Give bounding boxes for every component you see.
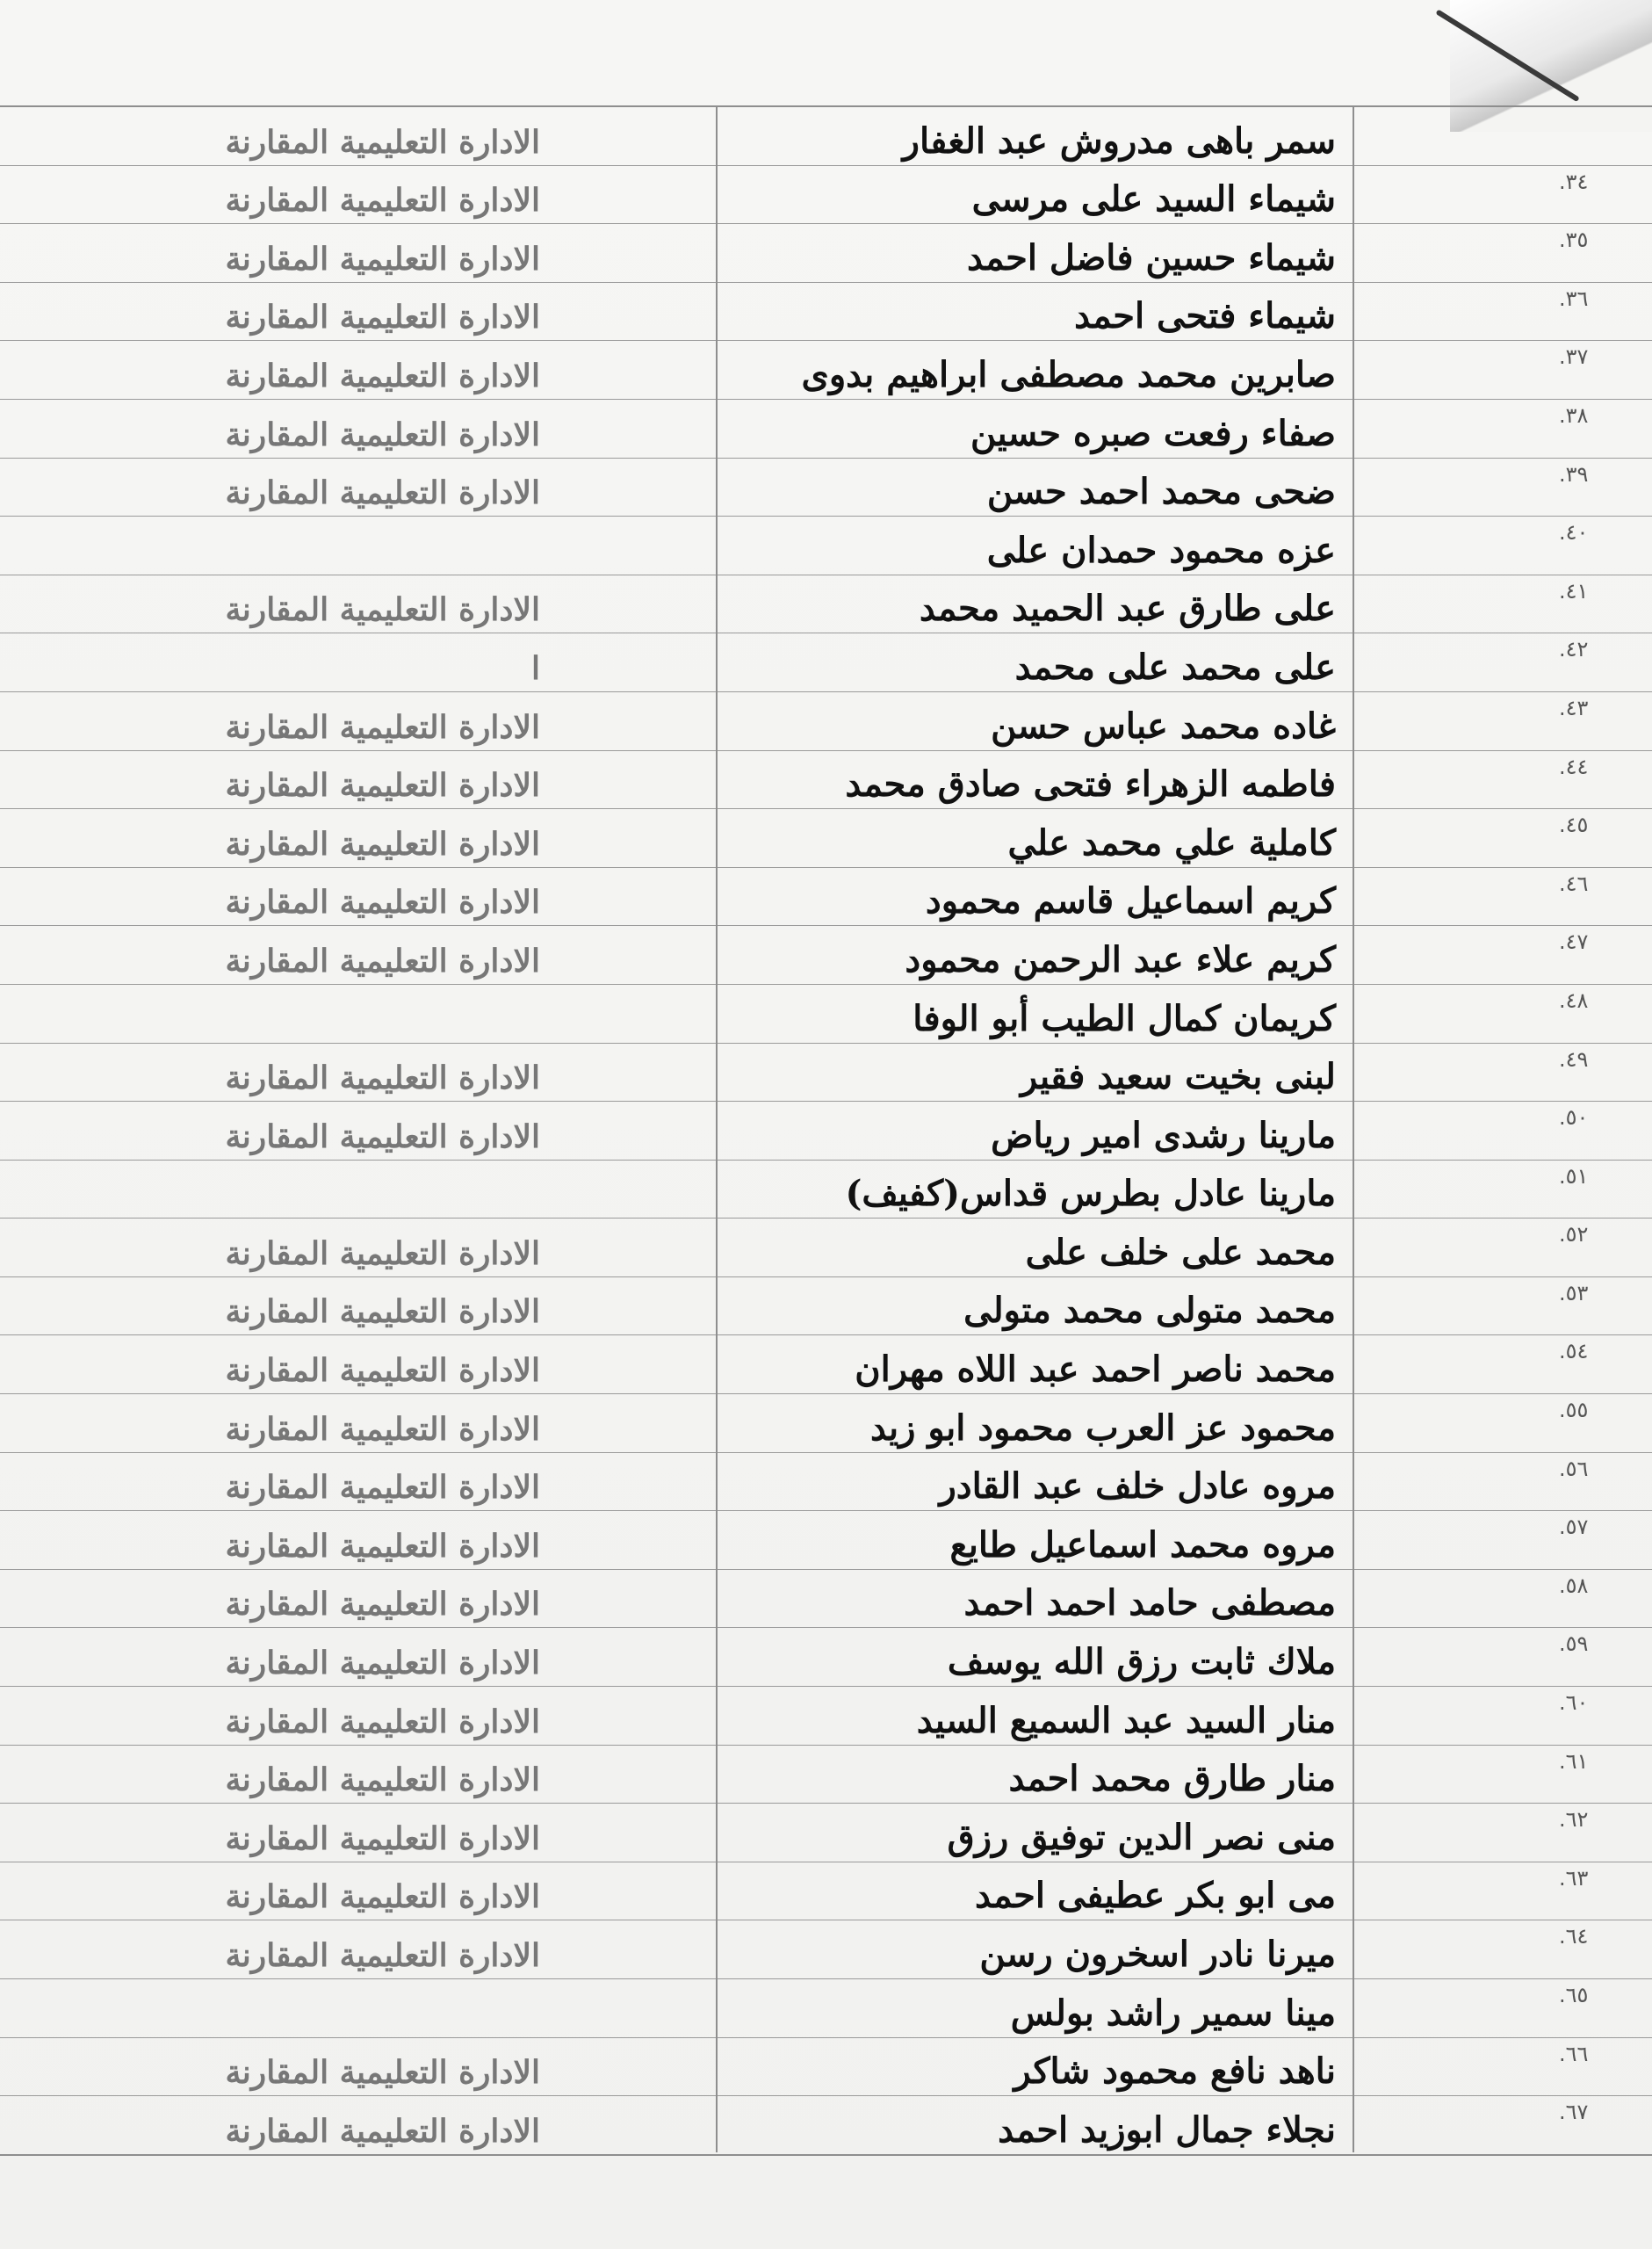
row-number: ٣٧. <box>1559 344 1589 370</box>
row-number: ٤٠. <box>1559 520 1589 546</box>
department: الادارة التعليمية المقارنة <box>225 240 540 278</box>
person-name: كريم علاء عبد الرحمن محمود <box>905 938 1336 980</box>
row-number: ٣٦. <box>1559 286 1589 311</box>
table-row <box>0 1453 1652 1512</box>
department: الادارة التعليمية المقارنة <box>225 474 540 512</box>
row-number: ٤٤. <box>1559 754 1589 779</box>
person-name: فاطمه الزهراء فتحى صادق محمد <box>845 763 1336 806</box>
person-name: على محمد على محمد <box>1014 646 1336 688</box>
row-number: ٥٩. <box>1559 1631 1589 1657</box>
person-name: كاملية علي محمد علي <box>1007 821 1336 864</box>
table-row <box>0 575 1652 634</box>
table-row <box>0 985 1652 1044</box>
table-row <box>0 1920 1652 1979</box>
department: الادارة التعليمية المقارنة <box>225 182 540 220</box>
person-name: ناهد نافع محمود شاكر <box>1014 2050 1336 2093</box>
row-number: ٤٣. <box>1559 695 1589 720</box>
row-number: ٥٣. <box>1559 1280 1589 1305</box>
table-row <box>0 1277 1652 1336</box>
row-number: ٥٦. <box>1559 1456 1589 1481</box>
table-row <box>0 224 1652 283</box>
department: الادارة التعليمية المقارنة <box>225 1761 540 1799</box>
column-divider-number <box>1353 105 1354 2152</box>
table-row <box>0 633 1652 692</box>
department: الادارة التعليمية المقارنة <box>225 1878 540 1916</box>
table-row <box>0 2038 1652 2097</box>
table-row <box>0 809 1652 868</box>
row-number: ٦٥. <box>1559 1983 1589 2007</box>
column-divider-department <box>716 105 718 2152</box>
row-number: ٣٨. <box>1559 402 1589 428</box>
department: الادارة التعليمية المقارنة <box>225 1234 540 1272</box>
table-row <box>0 166 1652 225</box>
row-number: ٥٧. <box>1559 1515 1589 1540</box>
department: الادارة التعليمية المقارنة <box>225 299 540 336</box>
table-row <box>0 692 1652 751</box>
row-number: ٣٥. <box>1559 228 1589 253</box>
table-row <box>0 517 1652 575</box>
person-name: محمود عز العرب محمود ابو زيد <box>870 1407 1336 1449</box>
department: الادارة التعليمية المقارنة <box>225 1937 540 1974</box>
person-name: منار السيد عبد السميع السيد <box>916 1699 1336 1741</box>
table-row <box>0 1746 1652 1804</box>
department: الادارة التعليمية المقارنة <box>225 884 540 922</box>
department: الادارة التعليمية المقارنة <box>225 767 540 805</box>
table-row <box>0 751 1652 810</box>
table-row <box>0 1335 1652 1394</box>
department: الادارة التعليمية المقارنة <box>225 591 540 629</box>
department: الادارة التعليمية المقارنة <box>225 1645 540 1682</box>
row-number: ٦٤. <box>1559 1924 1589 1949</box>
person-name: غاده محمد عباس حسن <box>991 705 1336 747</box>
row-number: ٦٣. <box>1559 1865 1589 1891</box>
row-number: ٣٩. <box>1559 461 1589 487</box>
table-row <box>0 341 1652 400</box>
row-number: ٤٥. <box>1559 813 1589 838</box>
row-number: ٤٨. <box>1559 987 1589 1013</box>
person-name: مى ابو بكر عطيفى احمد <box>975 1875 1336 1917</box>
table-row <box>0 926 1652 985</box>
table-row <box>0 1219 1652 1277</box>
row-number: ٤٩. <box>1559 1046 1589 1072</box>
row-number: ٦٧. <box>1559 2100 1589 2125</box>
department: الادارة التعليمية المقارنة <box>225 123 540 161</box>
person-name: كريم اسماعيل قاسم محمود <box>925 880 1336 922</box>
table-row <box>0 1511 1652 1570</box>
person-name: مارينا عادل بطرس قداس(كفيف) <box>845 1173 1336 1215</box>
person-name: محمد متولى محمد متولى <box>963 1290 1336 1332</box>
department: الادارة التعليمية المقارنة <box>225 357 540 394</box>
department: الادارة التعليمية المقارنة <box>225 2112 540 2150</box>
row-number: ٦١. <box>1559 1748 1589 1774</box>
row-number: ٤٦. <box>1559 871 1589 896</box>
table-row <box>0 1570 1652 1629</box>
table-row <box>0 2096 1652 2154</box>
department: ا <box>530 649 540 687</box>
table-row <box>0 1979 1652 2038</box>
person-name: شيماء فتحى احمد <box>1074 295 1336 337</box>
table-row <box>0 1628 1652 1687</box>
person-name: محمد ناصر احمد عبد اللاه مهران <box>855 1349 1336 1391</box>
department: الادارة التعليمية المقارنة <box>225 942 540 980</box>
person-name: مروه عادل خلف عبد القادر <box>939 1465 1336 1508</box>
table-row <box>0 107 1652 166</box>
department: الادارة التعليمية المقارنة <box>225 1410 540 1448</box>
department: الادارة التعليمية المقارنة <box>225 1059 540 1097</box>
person-name: مارينا رشدى امير رياض <box>991 1114 1336 1156</box>
row-number: ٥٢. <box>1559 1222 1589 1247</box>
department: الادارة التعليمية المقارنة <box>225 1469 540 1507</box>
person-name: منى نصر الدين توفيق رزق <box>947 1816 1336 1858</box>
person-name: منار طارق محمد احمد <box>1008 1758 1336 1800</box>
person-name: كريمان كمال الطيب أبو الوفا <box>913 997 1336 1039</box>
names-table <box>0 105 1652 2156</box>
table-row <box>0 1394 1652 1453</box>
row-number: ٥١. <box>1559 1163 1589 1189</box>
department: الادارة التعليمية المقارنة <box>225 1527 540 1565</box>
department: الادارة التعليمية المقارنة <box>225 708 540 746</box>
table-row <box>0 459 1652 517</box>
row-number: ٣٤. <box>1559 169 1589 194</box>
person-name: نجلاء جمال ابوزيد احمد <box>998 2108 1336 2151</box>
department: الادارة التعليمية المقارنة <box>225 1293 540 1331</box>
table-row <box>0 1804 1652 1862</box>
person-name: ضحى محمد احمد حسن <box>986 471 1336 513</box>
row-number: ٥٨. <box>1559 1573 1589 1598</box>
person-name: محمد على خلف على <box>1025 1231 1336 1273</box>
person-name: مروه محمد اسماعيل طايع <box>949 1523 1336 1566</box>
person-name: سمر باهى مدروش عبد الغفار <box>902 119 1336 162</box>
row-number: ٤١. <box>1559 578 1589 604</box>
person-name: لبنى بخيت سعيد فقير <box>1020 1056 1336 1098</box>
department: الادارة التعليمية المقارنة <box>225 1586 540 1623</box>
department: الادارة التعليمية المقارنة <box>225 1703 540 1740</box>
table-row <box>0 1862 1652 1921</box>
person-name: عزه محمود حمدان على <box>986 529 1336 571</box>
person-name: صابرين محمد مصطفى ابراهيم بدوى <box>801 353 1336 395</box>
person-name: صفاء رفعت صبره حسين <box>970 412 1336 454</box>
table-row <box>0 283 1652 342</box>
department: الادارة التعليمية المقارنة <box>225 2054 540 2092</box>
department: الادارة التعليمية المقارنة <box>225 416 540 453</box>
row-number: ٥٥. <box>1559 1398 1589 1423</box>
person-name: مصطفى حامد احمد احمد <box>963 1582 1336 1624</box>
row-number: ٥٤. <box>1559 1339 1589 1364</box>
row-number: ٥٠. <box>1559 1105 1589 1131</box>
row-number: ٦٢. <box>1559 1807 1589 1833</box>
person-name: ميرنا نادر اسخرون رسن <box>979 1934 1336 1975</box>
department: الادارة التعليمية المقارنة <box>225 1117 540 1155</box>
person-name: على طارق عبد الحميد محمد <box>919 588 1336 630</box>
person-name: ملاك ثابت رزق الله يوسف <box>947 1641 1336 1683</box>
row-number: ٦٦. <box>1559 2041 1589 2066</box>
table-row <box>0 400 1652 459</box>
table-row <box>0 1044 1652 1103</box>
person-name: شيماء السيد على مرسى <box>971 178 1336 221</box>
department: الادارة التعليمية المقارنة <box>225 1819 540 1857</box>
person-name: شيماء حسين فاضل احمد <box>967 236 1336 278</box>
row-number: ٤٧. <box>1559 929 1589 955</box>
table-row <box>0 868 1652 927</box>
table-row <box>0 1161 1652 1219</box>
row-number: ٤٢. <box>1559 637 1589 662</box>
person-name: مينا سمير راشد بولس <box>1010 1992 1336 2034</box>
department: الادارة التعليمية المقارنة <box>225 825 540 863</box>
row-number: ٦٠. <box>1559 1690 1589 1716</box>
table-row <box>0 1687 1652 1746</box>
table-row <box>0 1102 1652 1161</box>
department: الادارة التعليمية المقارنة <box>225 1352 540 1390</box>
